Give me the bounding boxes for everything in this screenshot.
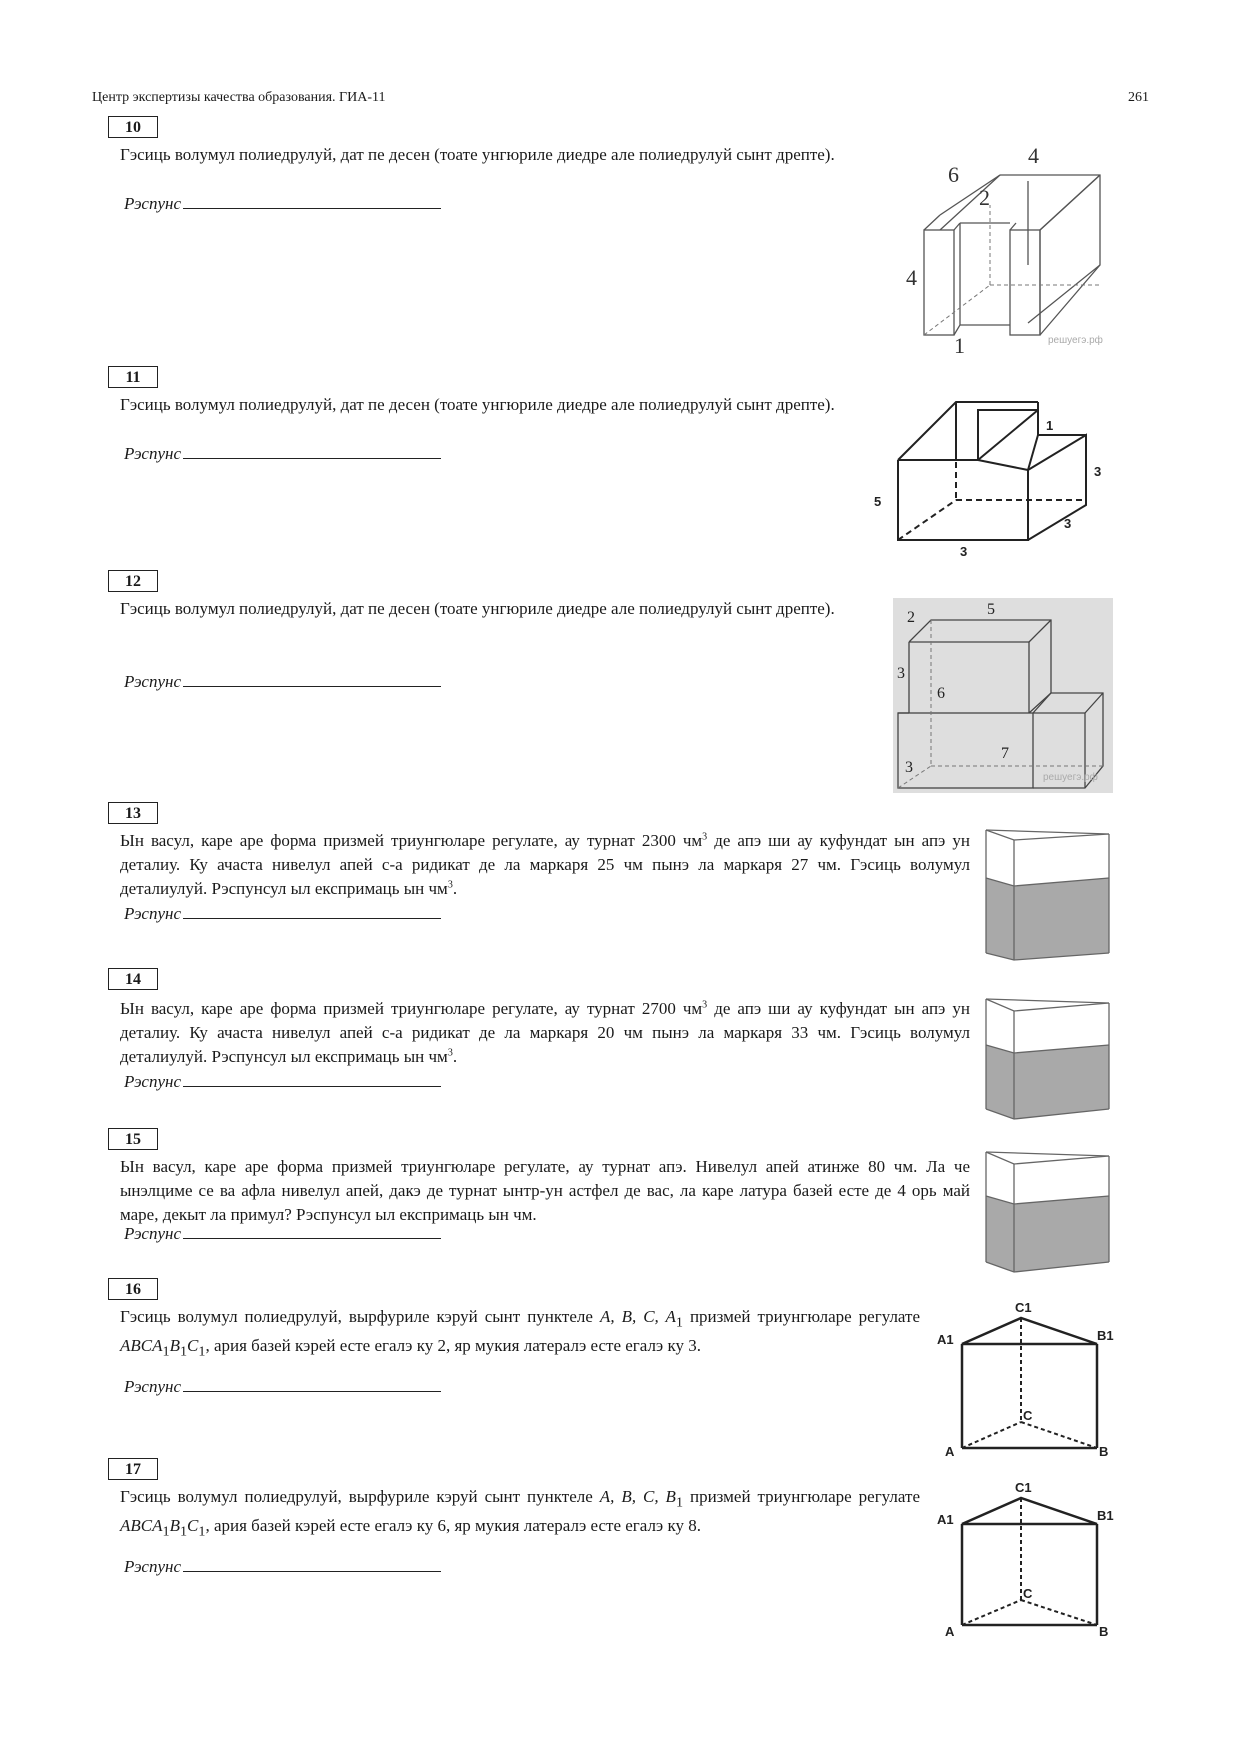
answer-label: Рэспунс — [124, 1557, 181, 1576]
vertex-label: C — [1023, 1586, 1033, 1601]
vertex-label: A — [945, 1624, 955, 1639]
watermark: решуегэ.рф — [1048, 335, 1103, 346]
answer-line[interactable] — [183, 1555, 441, 1572]
vertex-label: A — [945, 1444, 955, 1459]
prism-abc-figure-16 — [935, 1300, 1115, 1460]
page-header-title: Центр экспертизы качества образования. ГИА-11 — [92, 90, 386, 105]
vertex-label: B — [1099, 1624, 1109, 1639]
task-number: 15 — [108, 1128, 158, 1150]
figure-label: 2 — [907, 609, 915, 626]
figure-label: 3 — [1064, 516, 1072, 531]
task-number: 10 — [108, 116, 158, 138]
polyhedron-figure-10 — [900, 145, 1110, 355]
figure-label: 1 — [1046, 418, 1054, 433]
vertex-label: C1 — [1015, 1480, 1032, 1495]
task-text: Ын васул, каре аре форма призмей триунгюларе регулате, ау турнат апэ. Нивелул апей атинже 80 чм. Ла че ынэлциме се ва афла нивелул апей, дакэ де турнат ынтр-ун астфел де вас, ла каре латура базей есте де 4 орь май маре, декыт ла примул? Рэспунсул ыл експримаць ын чм. — [120, 1157, 970, 1224]
task-text: Гэсиць волумул полиедрулуй, дат пе десен (тоате унгюриле диедре але полиедрулуй сынт дрепте). — [120, 145, 835, 164]
vertex-label: B1 — [1097, 1328, 1114, 1343]
vertex-label: B — [1099, 1444, 1109, 1459]
answer-field[interactable] — [124, 1070, 441, 1092]
figure-label: 5 — [874, 494, 882, 509]
answer-line[interactable] — [183, 670, 441, 687]
figure-label: 1 — [954, 333, 965, 355]
figure-label: 6 — [948, 162, 959, 187]
answer-field[interactable] — [124, 442, 441, 464]
answer-label: Рэспунс — [124, 444, 181, 463]
figure-label: 4 — [906, 265, 917, 290]
figure-label: 7 — [1001, 745, 1009, 762]
answer-field[interactable] — [124, 902, 441, 924]
vertex-label: C — [1023, 1408, 1033, 1423]
answer-label: Рэспунс — [124, 1377, 181, 1396]
figure-label: 6 — [937, 685, 945, 702]
figure-label: 3 — [1094, 464, 1102, 479]
vertex-label: C1 — [1015, 1300, 1032, 1315]
task-number: 17 — [108, 1458, 158, 1480]
answer-label: Рэспунс — [124, 672, 181, 691]
vertex-label: A1 — [937, 1512, 954, 1527]
prism-abc-figure-17 — [935, 1480, 1115, 1640]
task-text: Гэсиць волумул полиедрулуй, вырфуриле кэруй сынт пунктеле A, B, C, $A_1$ призмей триунгюларе регулате $ABCA_1B_1C_1$, ария базей кэрей есте егалэ ку 2, яр мукия латералэ есте егалэ ку 3. — [120, 1307, 921, 1360]
polyhedron-figure-11 — [868, 390, 1118, 560]
figure-label: 2 — [979, 185, 990, 210]
page-number: 261 — [1128, 90, 1149, 105]
prism-vessel-figure-13 — [984, 828, 1114, 963]
task-number: 11 — [108, 366, 158, 388]
answer-line[interactable] — [183, 1222, 441, 1239]
answer-line[interactable] — [183, 1070, 441, 1087]
vertex-label: B1 — [1097, 1508, 1114, 1523]
task-text: Ын васул, каре аре форма призмей триунгюларе регулате, ау турнат 2300 $чм^3$ де апэ ши ау куфундат ын апэ ун деталиу. Ку ачаста нивелул апей с-а ридикат де ла маркаря 25 чм пынэ ла маркаря 27 чм. Гэсиць волумул деталиулуй. Рэспунсул ыл експримаць ын $чм^3$. — [120, 831, 970, 898]
figure-label: 3 — [897, 665, 905, 682]
prism-vessel-figure-14 — [984, 997, 1114, 1122]
answer-line[interactable] — [183, 902, 441, 919]
figure-label: 3 — [960, 544, 968, 559]
task-text: Гэсиць волумул полиедрулуй, дат пе десен (тоате унгюриле диедре але полиедрулуй сынт дрепте). — [120, 395, 835, 414]
task-number: 16 — [108, 1278, 158, 1300]
answer-field[interactable] — [124, 1375, 441, 1397]
answer-label: Рэспунс — [124, 194, 181, 213]
task-number: 14 — [108, 968, 158, 990]
answer-field[interactable] — [124, 670, 441, 692]
answer-line[interactable] — [183, 192, 441, 209]
task-text: Гэсиць волумул полиедрулуй, вырфуриле кэруй сынт пунктеле A, B, C, $B_1$ призмей триунгюларе регулате $ABCA_1B_1C_1$, ария базей кэрей есте егалэ ку 6, яр мукия латералэ есте егалэ ку 8. — [120, 1487, 920, 1540]
figure-label: 4 — [1028, 145, 1039, 168]
answer-label: Рэспунс — [124, 1072, 181, 1091]
figure-label: 3 — [905, 759, 913, 776]
task-number: 12 — [108, 570, 158, 592]
answer-line[interactable] — [183, 442, 441, 459]
answer-field[interactable] — [124, 1555, 441, 1577]
figure-label: 5 — [987, 601, 995, 618]
prism-vessel-figure-15 — [984, 1150, 1114, 1275]
answer-line[interactable] — [183, 1375, 441, 1392]
answer-field[interactable] — [124, 192, 441, 214]
answer-label: Рэспунс — [124, 1224, 181, 1243]
task-number: 13 — [108, 802, 158, 824]
answer-field[interactable] — [124, 1222, 441, 1244]
polyhedron-figure-12 — [893, 598, 1113, 793]
watermark: решуегэ.рф — [1043, 772, 1098, 783]
task-text: Ын васул, каре аре форма призмей триунгюларе регулате, ау турнат 2700 $чм^3$ де апэ ши ау куфундат ын апэ ун деталиу. Ку ачаста нивелул апей с-а ридикат де ла маркаря 20 чм пынэ ла маркаря 33 чм. Гэсиць волумул деталиулуй. Рэспунсул ыл експримаць ын $чм^3$. — [120, 999, 970, 1066]
task-text: Гэсиць волумул полиедрулуй, дат пе десен (тоате унгюриле диедре але полиедрулуй сынт дрепте). — [120, 599, 835, 618]
answer-label: Рэспунс — [124, 904, 181, 923]
vertex-label: A1 — [937, 1332, 954, 1347]
